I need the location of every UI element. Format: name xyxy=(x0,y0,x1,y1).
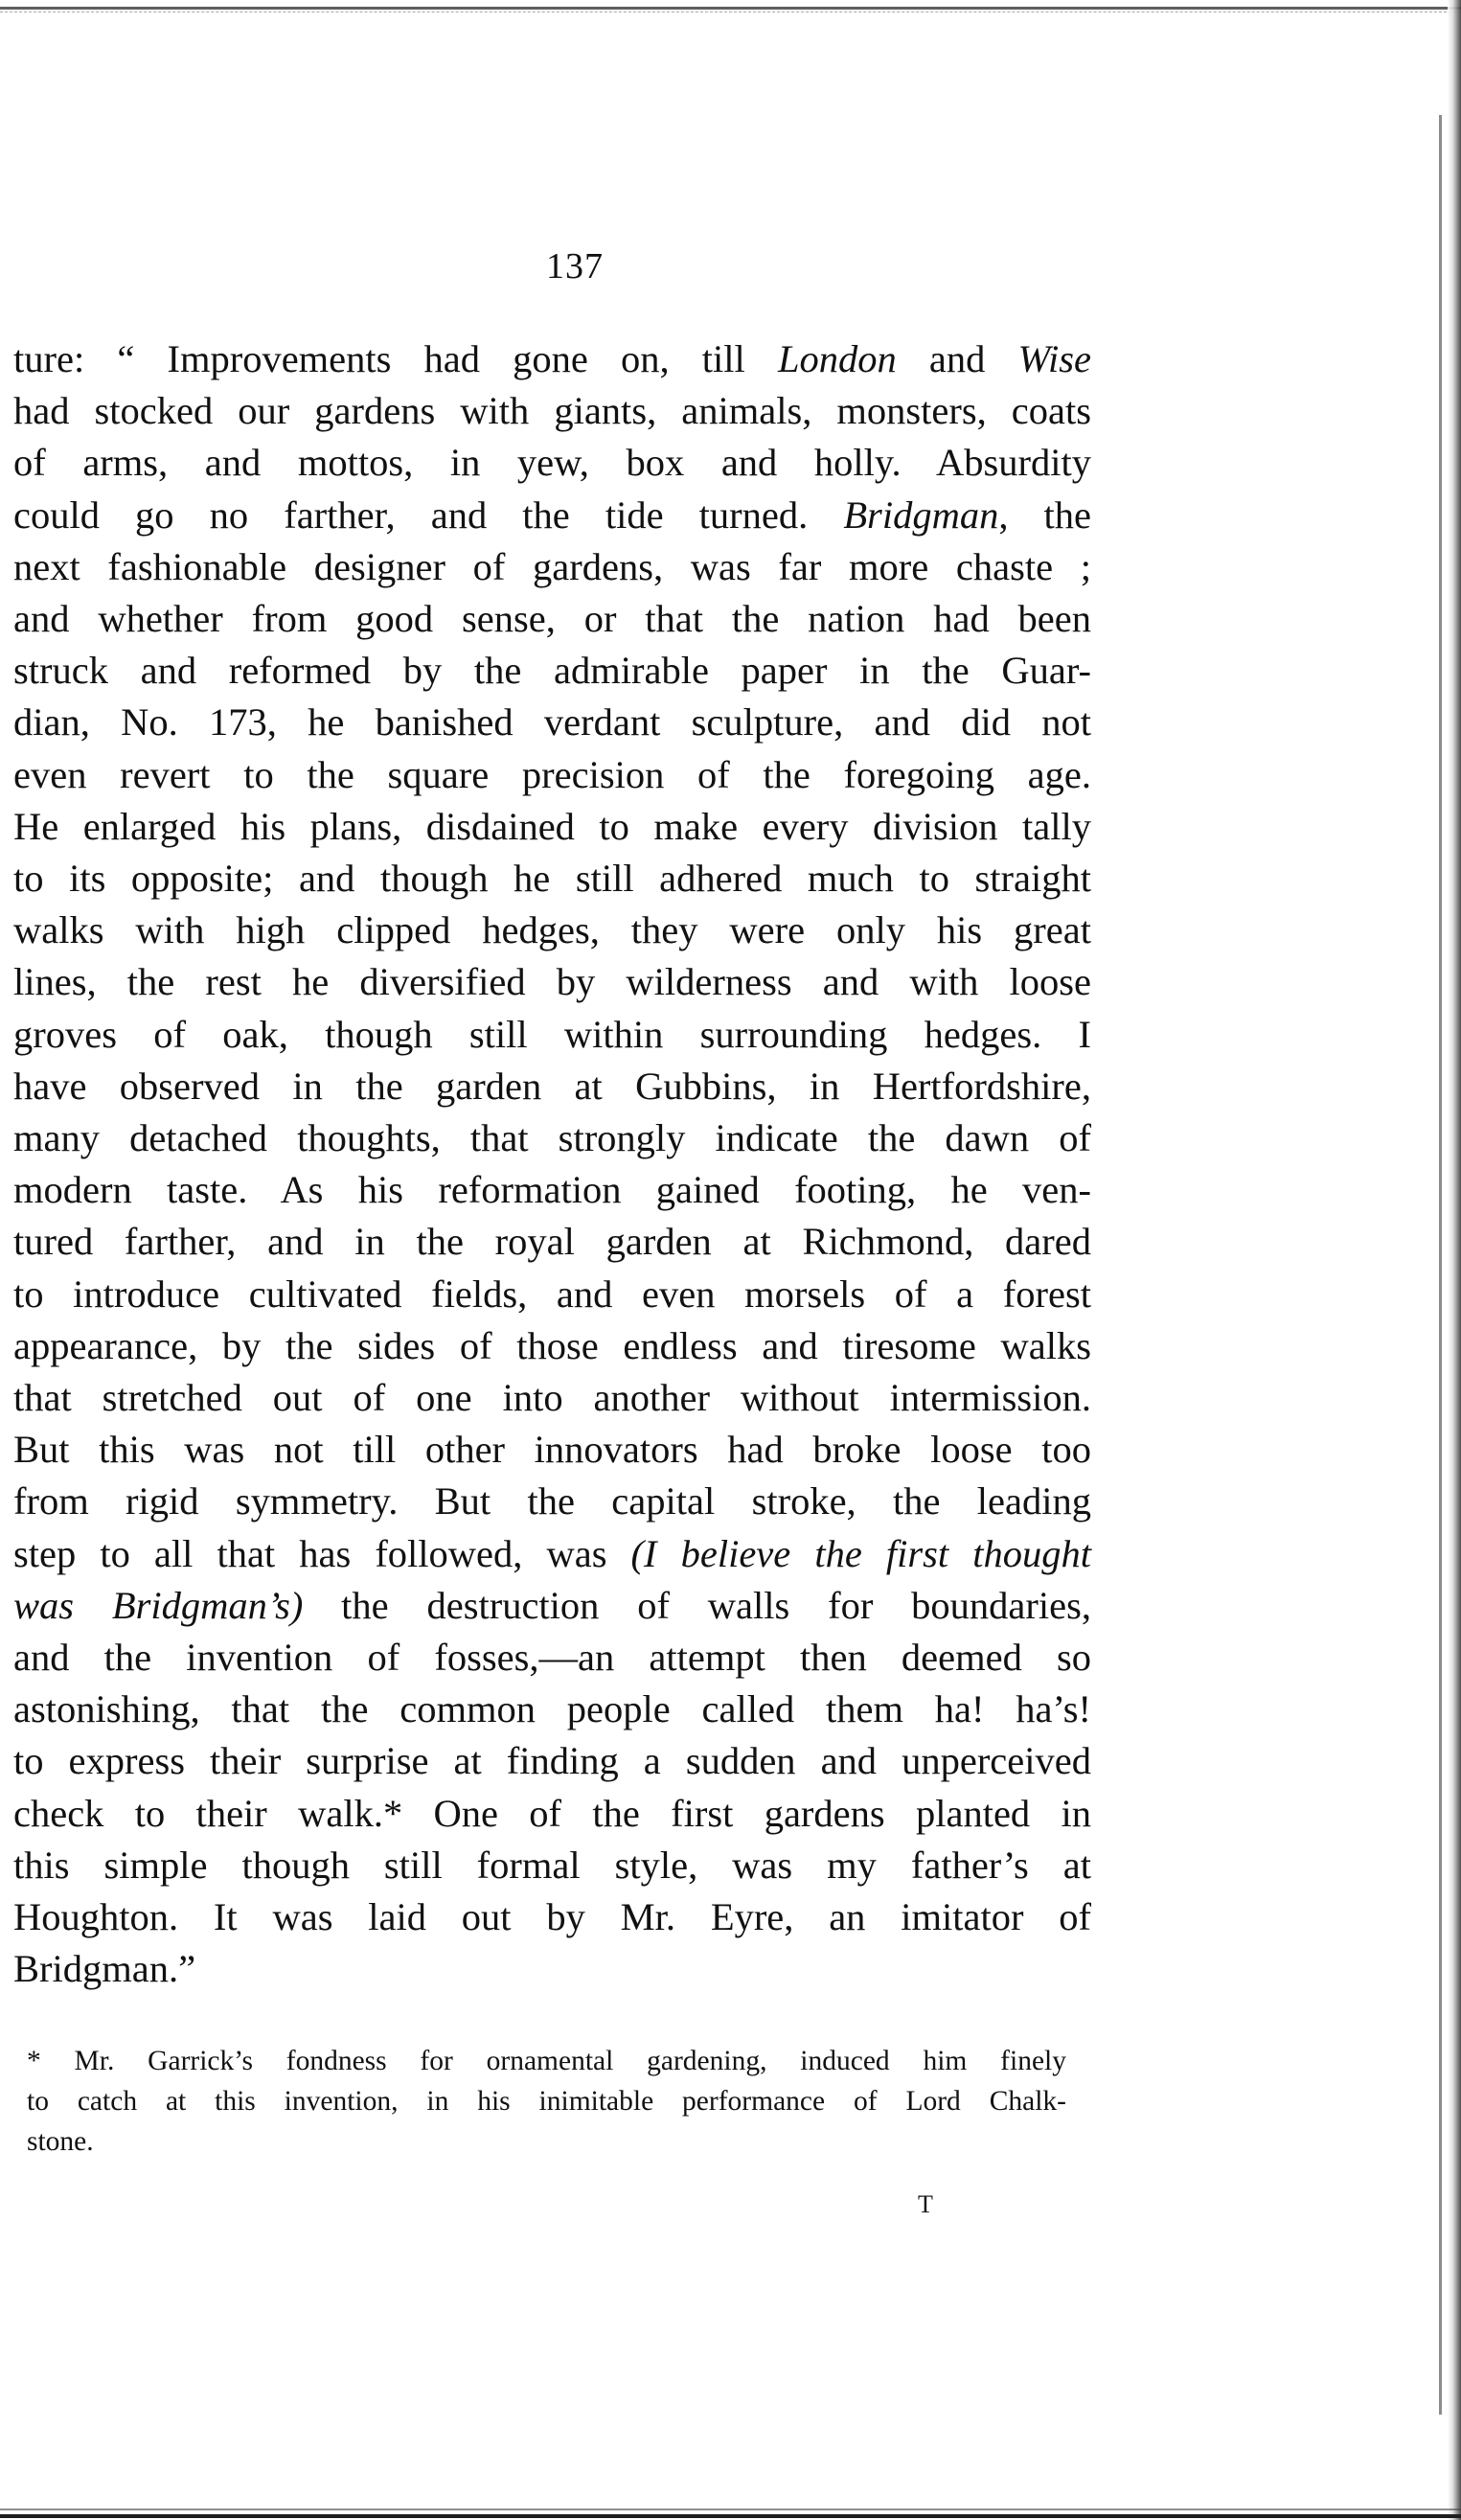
body-line: that stretched out of one into another without intermission. xyxy=(13,1376,1091,1420)
body-line: astonishing, that the common people called them ha! ha’s! xyxy=(13,1687,1091,1731)
page-right-edge-rule xyxy=(1439,115,1442,2415)
body-line: ture: “ Improvements had gone on, till London and Wise xyxy=(13,337,1091,380)
body-line: check to their walk.* One of the first gardens planted in xyxy=(13,1791,1091,1835)
body-line: But this was not till other innovators had broke loose too xyxy=(13,1428,1091,1472)
body-line: groves of oak, though still within surrounding hedges. I xyxy=(13,1012,1091,1056)
body-line: tured farther, and in the royal garden at Richmond, dared xyxy=(13,1220,1091,1264)
body-line: could go no farther, and the tide turned. Bridgman, the xyxy=(13,493,1091,537)
body-line: was Bridgman’s) the destruction of walls for boundaries, xyxy=(13,1583,1091,1627)
body-line: and the invention of fosses,—an attempt then deemed so xyxy=(13,1636,1091,1680)
body-line: this simple though still formal style, was my father’s at xyxy=(13,1843,1091,1887)
page-bottom-edge xyxy=(0,2514,1461,2520)
page-top-edge xyxy=(0,0,1461,10)
body-line: had stocked our gardens with giants, animals, monsters, coats xyxy=(13,389,1091,433)
body-line: dian, No. 173, he banished verdant sculpture, and did not xyxy=(13,700,1091,745)
footnote-line: to catch at this invention, in his inimitable performance of Lord Chalk- xyxy=(27,2086,1066,2117)
signature-mark: T xyxy=(918,2190,935,2218)
body-line: to express their surprise at finding a sudden and unperceived xyxy=(13,1739,1091,1783)
body-line: many detached thoughts, that strongly indicate the dawn of xyxy=(13,1116,1091,1160)
page-top-edge-rule xyxy=(0,11,1461,12)
body-line: lines, the rest he diversified by wilderness and with loose xyxy=(13,960,1091,1004)
footnote-line: stone. xyxy=(27,2126,94,2157)
body-line: and whether from good sense, or that the nation had been xyxy=(13,597,1091,641)
footnote-line: * Mr. Garrick’s fondness for ornamental gardening, induced him finely xyxy=(27,2046,1066,2076)
body-line: Bridgman.” xyxy=(13,1947,196,1991)
body-line: step to all that has followed, was (I believe the first thought xyxy=(13,1531,1091,1575)
body-text xyxy=(13,333,1091,1996)
body-line: struck and reformed by the admirable paper in the Guar- xyxy=(13,649,1091,693)
body-line: Houghton. It was laid out by Mr. Eyre, an imitator of xyxy=(13,1895,1091,1939)
body-line: to its opposite; and though he still adhered much to straight xyxy=(13,857,1091,901)
page-bottom-edge-rule xyxy=(0,2509,1461,2510)
page-number: 137 xyxy=(546,246,604,286)
body-line: modern taste. As his reformation gained footing, he ven- xyxy=(13,1168,1091,1212)
body-line: from rigid symmetry. But the capital stroke, the leading xyxy=(13,1479,1091,1523)
footnote xyxy=(27,2041,1066,2162)
body-line: even revert to the square precision of the foregoing age. xyxy=(13,752,1091,796)
body-line: He enlarged his plans, disdained to make every division tally xyxy=(13,804,1091,848)
body-line: to introduce cultivated fields, and even morsels of a forest xyxy=(13,1271,1091,1316)
page-right-edge-shadow xyxy=(1448,0,1461,2520)
body-line: of arms, and mottos, in yew, box and holly. Absurdity xyxy=(13,441,1091,485)
body-line: have observed in the garden at Gubbins, in Hertfordshire, xyxy=(13,1064,1091,1108)
body-line: next fashionable designer of gardens, was far more chaste ; xyxy=(13,544,1091,588)
body-line: appearance, by the sides of those endless and tiresome walks xyxy=(13,1323,1091,1367)
body-line: walks with high clipped hedges, they were only his great xyxy=(13,908,1091,952)
